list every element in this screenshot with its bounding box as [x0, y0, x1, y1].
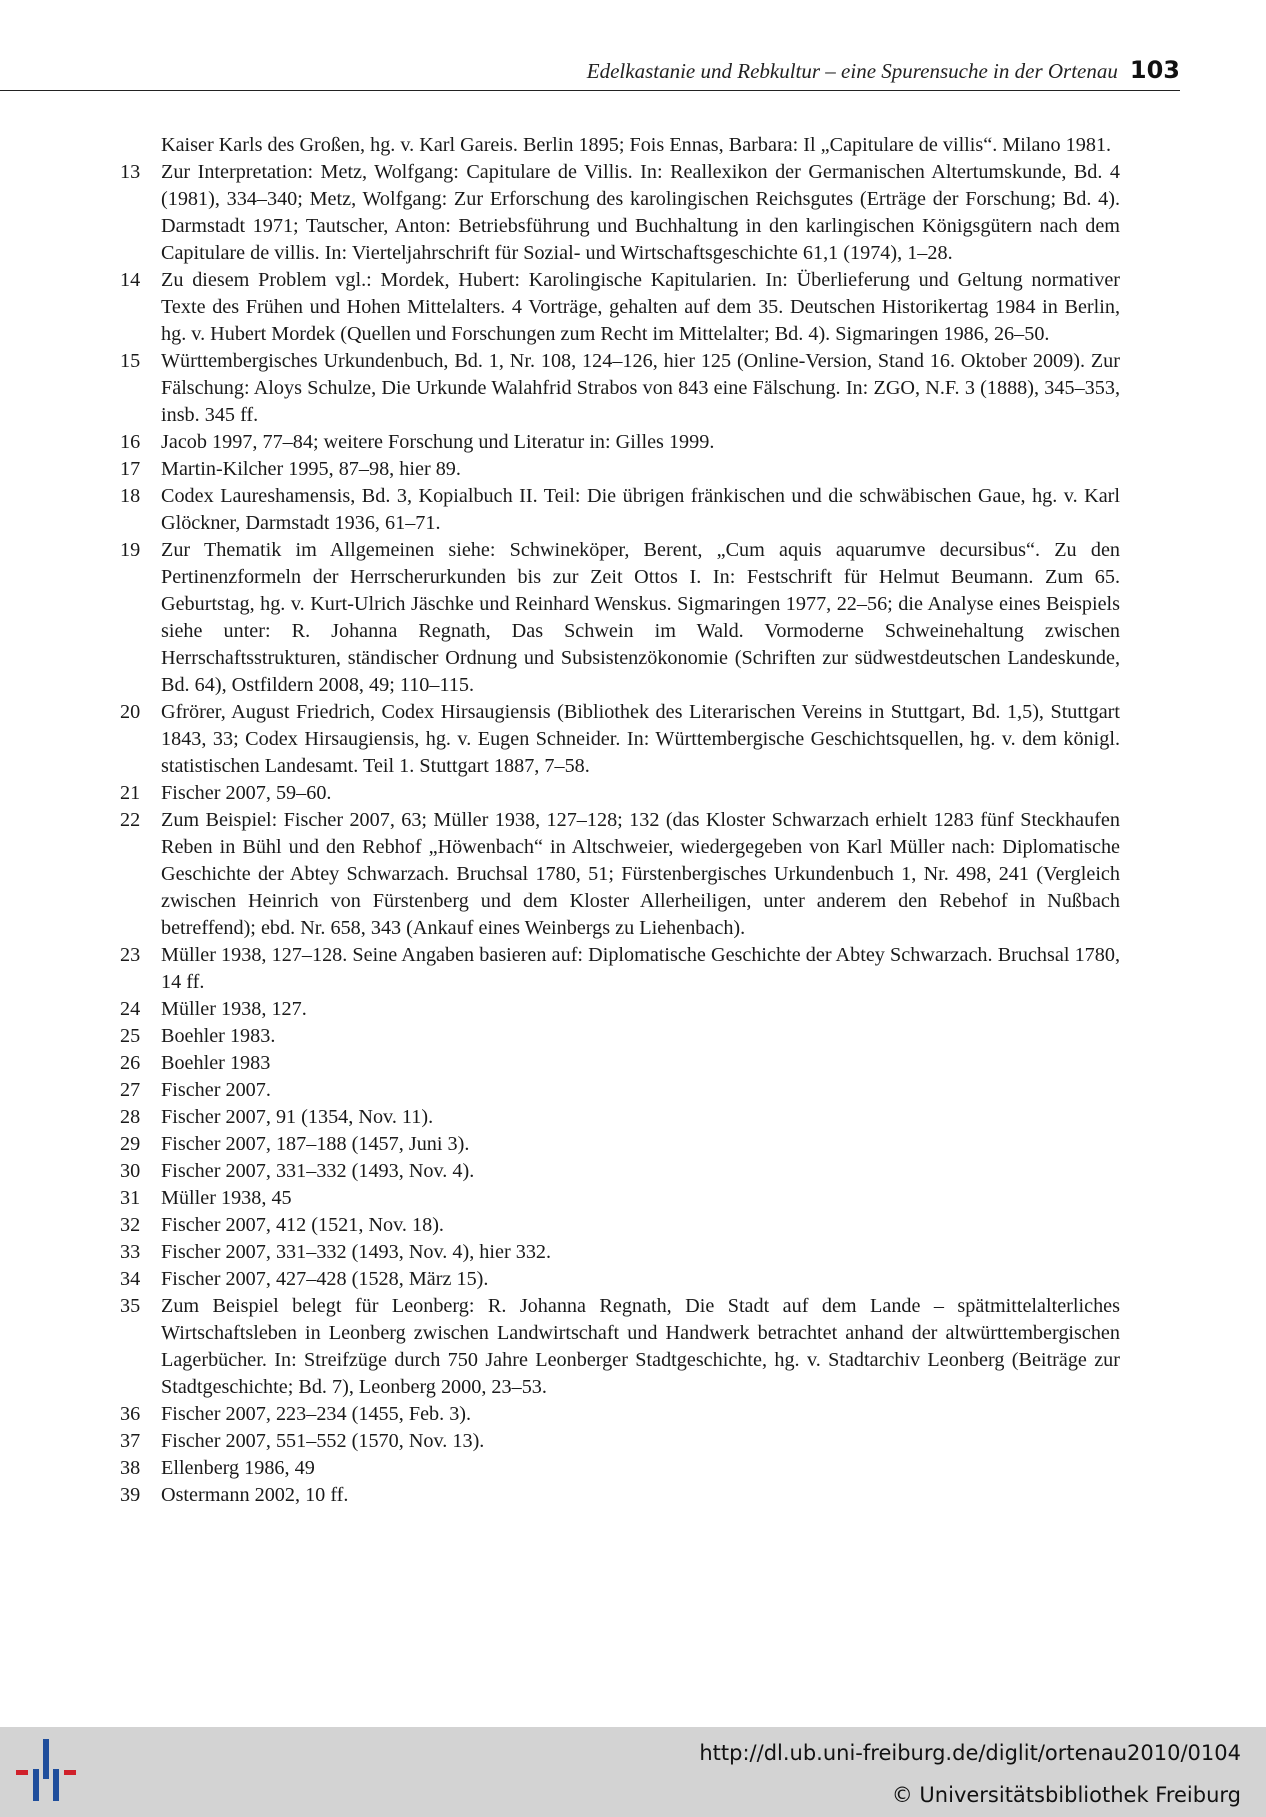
footnote — [120, 429, 1120, 456]
footnote — [120, 1185, 1120, 1212]
footnote-text: Ellenberg 1986, 49 — [161, 1457, 315, 1479]
footnotes-list — [120, 132, 1120, 1509]
footnote-text: Fischer 2007, 551–552 (1570, Nov. 13). — [161, 1430, 485, 1452]
footnote-text: Fischer 2007, 331–332 (1493, Nov. 4), hier 332. — [161, 1241, 552, 1263]
footnote-text: Boehler 1983 — [161, 1052, 271, 1074]
footnote-number: 33 — [120, 1241, 141, 1263]
footnote-text: Ostermann 2002, 10 ff. — [161, 1484, 349, 1506]
footnote-text: Fischer 2007, 187–188 (1457, Juni 3). — [161, 1133, 470, 1155]
footnote-text: Codex Laureshamensis, Bd. 3, Kopialbuch II. Teil: Die übrigen fränkischen und die schwäbischen Gaue, hg. v. Karl Glöckner, Darmstadt 1936, 61–71. — [161, 485, 1120, 534]
footnote — [120, 942, 1120, 996]
footnote-number: 34 — [120, 1268, 141, 1290]
footnote — [120, 1077, 1120, 1104]
footnote-number: 31 — [120, 1187, 141, 1209]
footnote-text: Zum Beispiel: Fischer 2007, 63; Müller 1938, 127–128; 132 (das Kloster Schwarzach erhielt 1283 fünf Steckhaufen Reben in Bühl und den Rebhof „Höwenbach“ in Altschweier, wiedergegeben von Karl Müller nach: Diplomatische Geschichte der Abtey Schwarzach. Bruchsal 1780, 51; Fürstenbergisches Urkundenbuch 1, Nr. 498, 241 (Vergleich zwischen Heinrich von Fürstenberg und dem Kloster Allerheiligen, unter anderem den Rebehof in Nußbach betreffend); ebd. Nr. 658, 343 (Ankauf eines Weinbergs zu Liehenbach). — [161, 809, 1120, 939]
footnote-text: Zu diesem Problem vgl.: Mordek, Hubert: Karolingische Kapitularien. In: Überlieferung und Geltung normativer Texte des Frühen und Hohen Mittelalters. 4 Vorträge, gehalten auf dem 35. Deutschen Historikertag 1984 in Berlin, hg. v. Hubert Mordek (Quellen und Forschungen zum Recht im Mittelalter; Bd. 4). Sigmaringen 1986, 26–50. — [161, 269, 1120, 345]
running-header — [0, 56, 1180, 92]
footnote-number: 39 — [120, 1484, 141, 1506]
footnote — [120, 1158, 1120, 1185]
footnote-number: 28 — [120, 1106, 141, 1128]
footnote — [120, 996, 1120, 1023]
footnote-text: Zum Beispiel belegt für Leonberg: R. Johanna Regnath, Die Stadt auf dem Lande – spätmittelalterliches Wirtschaftsleben in Leonberg zwischen Landwirtschaft und Handwerk betrachtet anhand der altwürttembergischen Lagerbücher. In: Streifzüge durch 750 Jahre Leonberger Stadtgeschichte, hg. v. Stadtarchiv Leonberg (Beiträge zur Stadtgeschichte; Bd. 7), Leonberg 2000, 23–53. — [161, 1295, 1120, 1398]
footnote — [120, 267, 1120, 348]
header-rule — [0, 90, 1180, 91]
footnote — [120, 537, 1120, 699]
footnote — [120, 1293, 1120, 1401]
footnote — [120, 807, 1120, 942]
footnote-number: 15 — [120, 350, 141, 372]
footnote-number: 19 — [120, 539, 141, 561]
footnote-text: Zur Interpretation: Metz, Wolfgang: Capitulare de Villis. In: Reallexikon der Germanischen Altertumskunde, Bd. 4 (1981), 334–340; Metz, Wolfgang: Zur Erforschung des karolingischen Reichsgutes (Erträge der Forschung; Bd. 4). Darmstadt 1971; Tautscher, Anton: Betriebsführung und Buchhaltung in den karlingischen Königsgütern nach dem Capitulare de villis. In: Vierteljahrschrift für Sozial- und Wirtschaftsgeschichte 61,1 (1974), 1–28. — [161, 161, 1120, 264]
footnote-text: Kaiser Karls des Großen, hg. v. Karl Gareis. Berlin 1895; Fois Ennas, Barbara: Il „Capitulare de villis“. Milano 1981. — [161, 134, 1112, 156]
footnote-number: 27 — [120, 1079, 141, 1101]
footnote-number: 13 — [120, 161, 141, 183]
page-number: 103 — [1129, 56, 1180, 84]
footnote — [120, 1482, 1120, 1509]
footnote-text: Martin-Kilcher 1995, 87–98, hier 89. — [161, 458, 461, 480]
footnote — [120, 1023, 1120, 1050]
footnote — [120, 1104, 1120, 1131]
footnote-number: 29 — [120, 1133, 141, 1155]
footnote-text: Fischer 2007. — [161, 1079, 271, 1101]
footnote-number: 23 — [120, 944, 141, 966]
footnote-text: Müller 1938, 127–128. Seine Angaben basieren auf: Diplomatische Geschichte der Abtey Schwarzach. Bruchsal 1780, 14 ff. — [161, 944, 1120, 993]
footnote-number: 22 — [120, 809, 141, 831]
footnote-number: 30 — [120, 1160, 141, 1182]
footnote-text: Fischer 2007, 427–428 (1528, März 15). — [161, 1268, 489, 1290]
footnote-text: Müller 1938, 45 — [161, 1187, 292, 1209]
footer-copyright: © Universitätsbibliothek Freiburg — [891, 1783, 1241, 1807]
footnote-text: Württembergisches Urkundenbuch, Bd. 1, Nr. 108, 124–126, hier 125 (Online-Version, Stand 16. Oktober 2009). Zur Fälschung: Aloys Schulze, Die Urkunde Walahfrid Strabos von 843 eine Fälschung. In: ZGO, N.F. 3 (1888), 345–353, insb. 345 ff. — [161, 350, 1120, 426]
footnote-text: Fischer 2007, 412 (1521, Nov. 18). — [161, 1214, 444, 1236]
footnote-text: Fischer 2007, 59–60. — [161, 782, 332, 804]
footnote-text: Fischer 2007, 91 (1354, Nov. 11). — [161, 1106, 434, 1128]
footnote-number: 24 — [120, 998, 141, 1020]
footnote-number: 36 — [120, 1403, 141, 1425]
footnote-text: Jacob 1997, 77–84; weitere Forschung und Literatur in: Gilles 1999. — [161, 431, 715, 453]
footnote — [120, 483, 1120, 537]
footnote — [120, 1239, 1120, 1266]
footnote-number: 14 — [120, 269, 141, 291]
running-header-title: Edelkastanie und Rebkultur – eine Spurensuche in der Ortenau — [586, 59, 1118, 83]
footnote-number: 18 — [120, 485, 141, 507]
footnote — [120, 1428, 1120, 1455]
footnote-text: Fischer 2007, 331–332 (1493, Nov. 4). — [161, 1160, 475, 1182]
footnote-text: Boehler 1983. — [161, 1025, 276, 1047]
footer-bar — [0, 1727, 1266, 1817]
footnote-number: 16 — [120, 431, 141, 453]
footnote-text: Gfrörer, August Friedrich, Codex Hirsaugiensis (Bibliothek des Literarischen Vereins in Stuttgart, Bd. 1,5), Stuttgart 1843, 33; Codex Hirsaugiensis, hg. v. Eugen Schneider. In: Württembergische Geschichtsquellen, hg. v. dem königl. statistischen Landesamt. Teil 1. Stuttgart 1887, 7–58. — [161, 701, 1120, 777]
footnote — [120, 1050, 1120, 1077]
footnote-number: 26 — [120, 1052, 141, 1074]
footnote — [120, 456, 1120, 483]
footnote-number: 32 — [120, 1214, 141, 1236]
footnote-number: 37 — [120, 1430, 141, 1452]
footnote — [120, 348, 1120, 429]
ub-freiburg-logo-icon — [16, 1739, 80, 1809]
footnote — [120, 1266, 1120, 1293]
footnote — [120, 132, 1120, 159]
footnote — [120, 699, 1120, 780]
footnote — [120, 1401, 1120, 1428]
footnote-text: Zur Thematik im Allgemeinen siehe: Schwineköper, Berent, „Cum aquis aquarumve decursibus“. Zu den Pertinenzformeln der Herrscherurkunden bis zur Zeit Ottos I. In: Festschrift für Helmut Beumann. Zum 65. Geburtstag, hg. v. Kurt-Ulrich Jäschke und Reinhard Wenskus. Sigmaringen 1977, 22–56; die Analyse eines Beispiels siehe unter: R. Johanna Regnath, Das Schwein im Wald. Vormoderne Schweinehaltung zwischen Herrschaftsstrukturen, ständischer Ordnung und Subsistenzökonomie (Schriften zur südwestdeutschen Landeskunde, Bd. 64), Ostfildern 2008, 49; 110–115. — [161, 539, 1120, 696]
footnote — [120, 1212, 1120, 1239]
footnote — [120, 1455, 1120, 1482]
footnote-text: Müller 1938, 127. — [161, 998, 307, 1020]
footnote-number: 20 — [120, 701, 141, 723]
footnote-number: 17 — [120, 458, 141, 480]
footnote — [120, 159, 1120, 267]
footnote-number: 35 — [120, 1295, 141, 1317]
footnote — [120, 1131, 1120, 1158]
footnote-number: 25 — [120, 1025, 141, 1047]
footnote-number: 38 — [120, 1457, 141, 1479]
footnote-text: Fischer 2007, 223–234 (1455, Feb. 3). — [161, 1403, 472, 1425]
footer-url[interactable]: http://dl.ub.uni-freiburg.de/diglit/ortenau2010/0104 — [699, 1741, 1241, 1765]
footnote-number: 21 — [120, 782, 141, 804]
footnote — [120, 780, 1120, 807]
